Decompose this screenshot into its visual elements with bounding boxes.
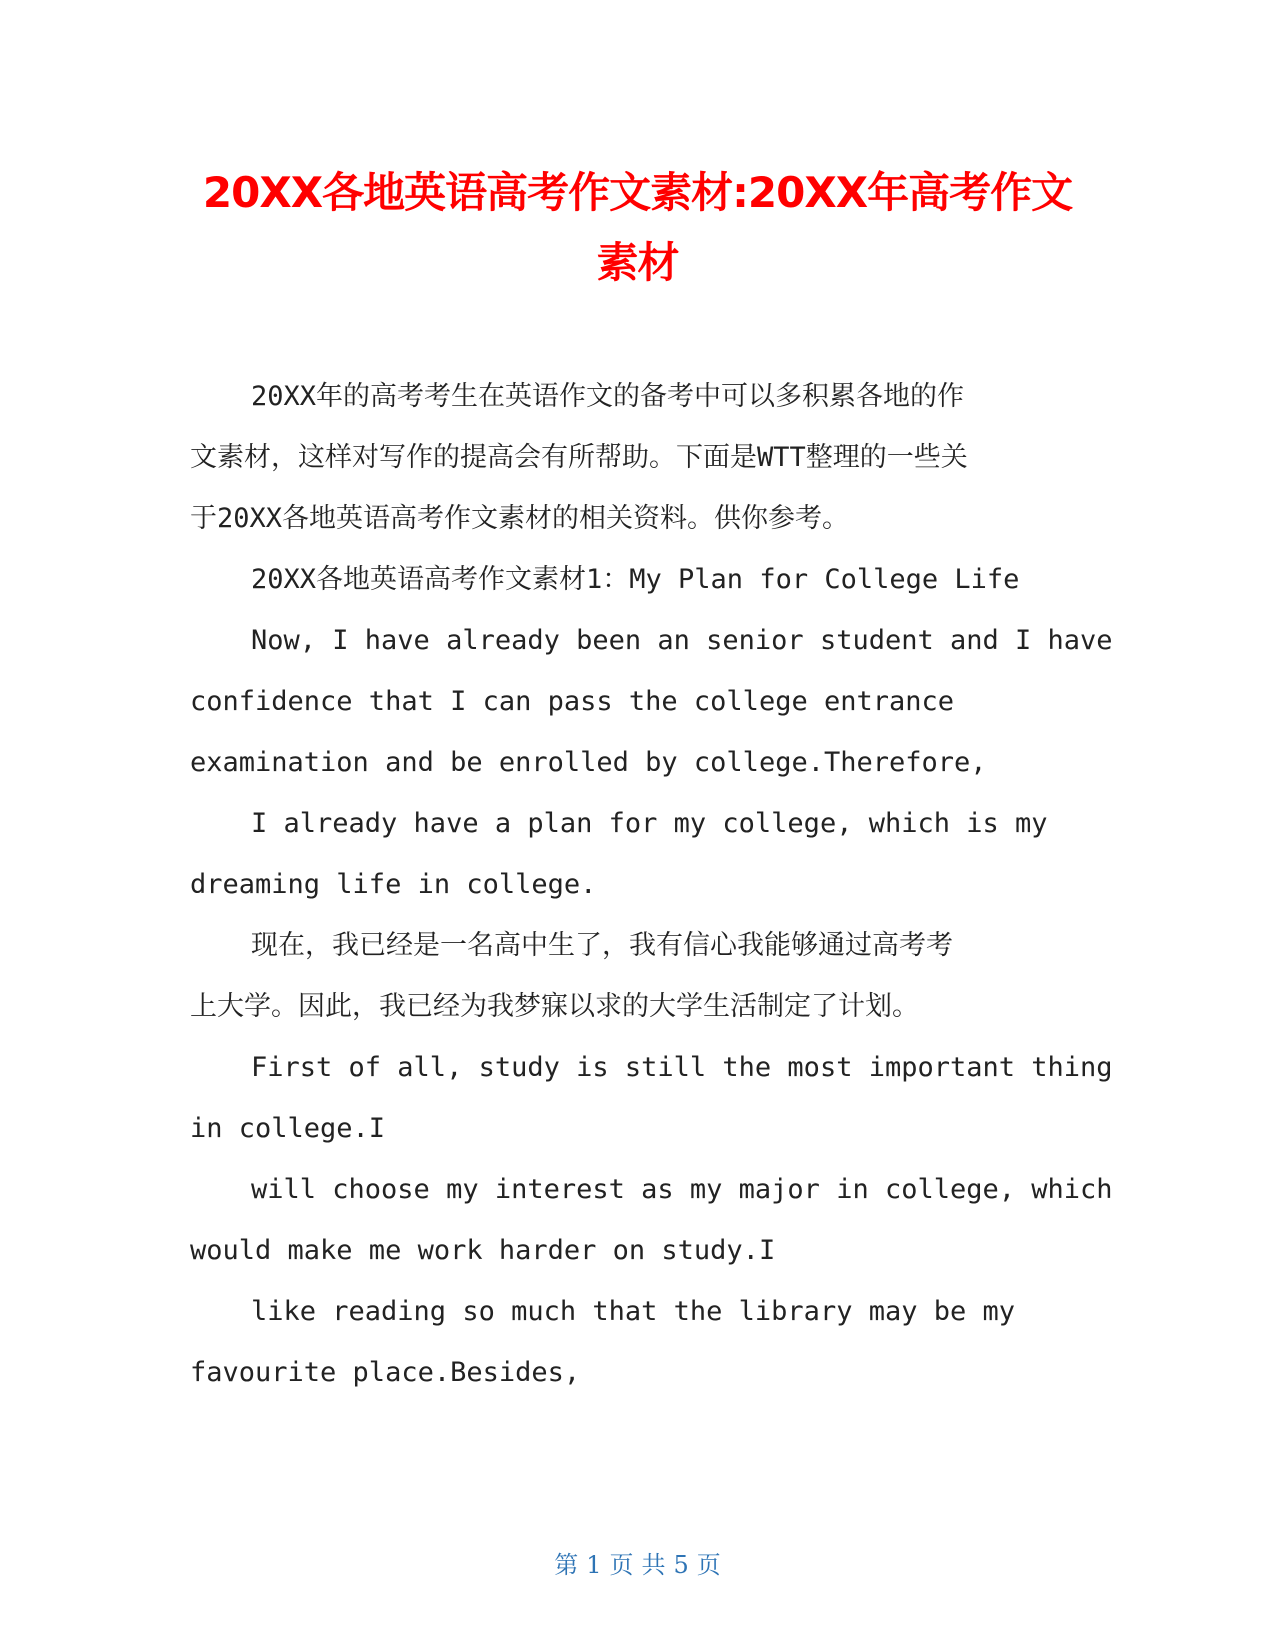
body-line: Now, I have already been an senior student and I have bbox=[251, 625, 1113, 656]
body-line: I already have a plan for my college, which is my bbox=[251, 808, 1048, 839]
document-body bbox=[190, 366, 1113, 1403]
body-line: examination and be enrolled by college.Therefore, bbox=[190, 747, 987, 778]
body-line: 20XX年的高考考生在英语作文的备考中可以多积累各地的作 bbox=[251, 381, 965, 412]
title-line-1: 20XX各地英语高考作文素材:20XX年高考作文 bbox=[202, 168, 1073, 217]
body-line: 于20XX各地英语高考作文素材的相关资料。供你参考。 bbox=[190, 503, 850, 534]
body-line: will choose my interest as my major in college, which bbox=[251, 1174, 1113, 1205]
footer-ye: 页 bbox=[609, 1551, 634, 1579]
footer-gong: 共 bbox=[641, 1551, 666, 1579]
title-line-2: 素材 bbox=[596, 238, 679, 287]
body-line: 20XX各地英语高考作文素材1：My Plan for College Life bbox=[251, 564, 1020, 595]
footer-ye-2: 页 bbox=[696, 1551, 721, 1579]
body-line: 现在，我已经是一名高中生了，我有信心我能够通过高考考 bbox=[251, 930, 953, 961]
body-line: favourite place.Besides, bbox=[190, 1357, 581, 1388]
footer-page-number: 1 bbox=[586, 1551, 602, 1579]
body-line: 上大学。因此，我已经为我梦寐以求的大学生活制定了计划。 bbox=[190, 991, 919, 1022]
footer-di: 第 bbox=[554, 1551, 579, 1579]
body-line: First of all, study is still the most important thing bbox=[251, 1052, 1113, 1083]
body-line: dreaming life in college. bbox=[190, 869, 597, 900]
footer-total-pages: 5 bbox=[673, 1551, 689, 1579]
body-line: like reading so much that the library may be my bbox=[251, 1296, 1016, 1327]
body-line: would make me work harder on study.I bbox=[190, 1235, 776, 1266]
document-title bbox=[150, 158, 1125, 298]
body-line: in college.I bbox=[190, 1113, 386, 1144]
page-footer bbox=[0, 1545, 1275, 1580]
body-line: 文素材，这样对写作的提高会有所帮助。下面是WTT整理的一些关 bbox=[190, 442, 968, 473]
body-line: confidence that I can pass the college entrance bbox=[190, 686, 955, 717]
